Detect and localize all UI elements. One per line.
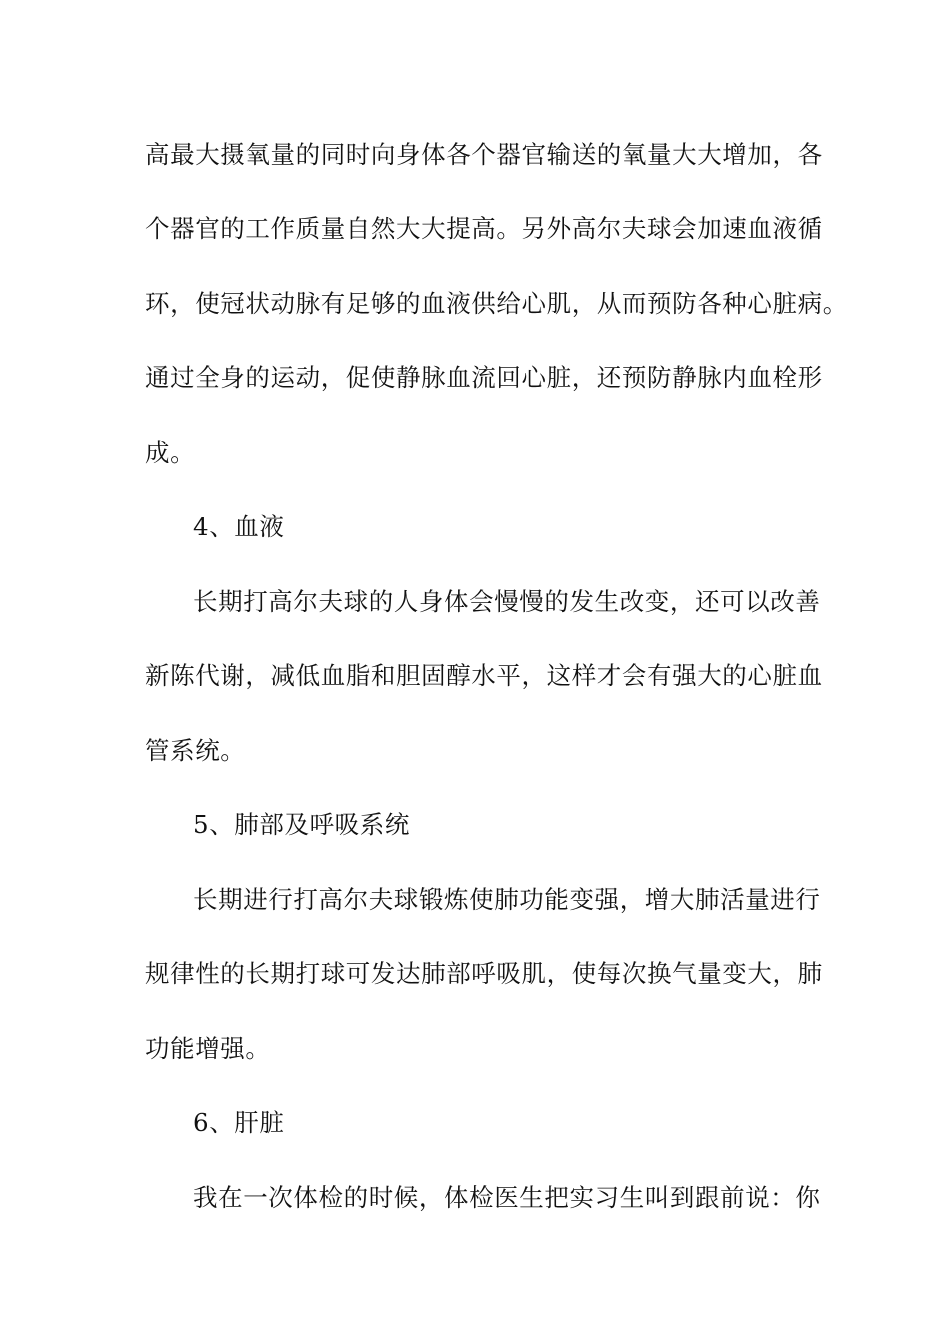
paragraph-line: 功能增强。 <box>145 1034 271 1063</box>
paragraph-line: 长期打高尔夫球的人身体会慢慢的发生改变，还可以改善 <box>193 587 821 616</box>
paragraph-line: 我在一次体检的时候，体检医生把实习生叫到跟前说：你 <box>193 1183 821 1212</box>
section-heading-blood: 4、血液 <box>193 512 285 541</box>
paragraph-line: 规律性的长期打球可发达肺部呼吸肌，使每次换气量变大，肺 <box>145 959 823 988</box>
paragraph-line: 环，使冠状动脉有足够的血液供给心肌，从而预防各种心脏病。 <box>145 289 848 318</box>
paragraph-line: 高最大摄氧量的同时向身体各个器官输送的氧量大大增加，各 <box>145 140 823 169</box>
paragraph-line: 通过全身的运动，促使静脉血流回心脏，还预防静脉内血栓形 <box>145 363 823 392</box>
section-heading-liver: 6、肝脏 <box>193 1108 285 1137</box>
paragraph-line: 成。 <box>145 438 196 467</box>
paragraph-line: 个器官的工作质量自然大大提高。另外高尔夫球会加速血液循 <box>145 214 823 243</box>
paragraph-line: 长期进行打高尔夫球锻炼使肺功能变强，增大肺活量进行 <box>193 885 821 914</box>
section-heading-lungs: 5、肺部及呼吸系统 <box>193 810 410 839</box>
paragraph-line: 管系统。 <box>145 736 246 765</box>
paragraph-line: 新陈代谢，减低血脂和胆固醇水平，这样才会有强大的心脏血 <box>145 661 823 690</box>
